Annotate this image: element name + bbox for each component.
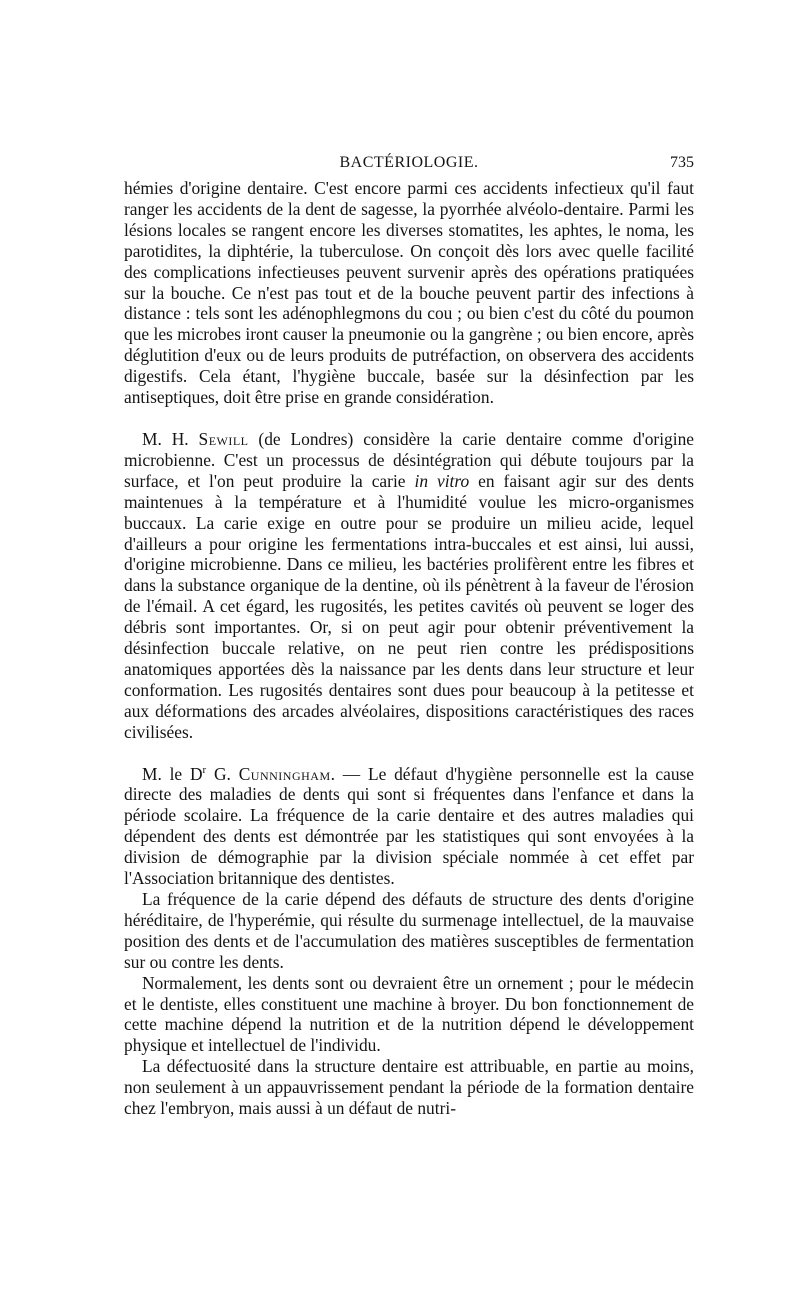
paragraph-text: (de Londres) considère la carie dentaire comme d'origine microbienne. C'est un processus de désintégration qui débute toujours par la surface, et l'on peut produire la carie (124, 428, 694, 491)
italic-term: in vitro (414, 470, 470, 491)
paragraph-text: en faisant agir sur des dents maintenues à la température et à l'humidité voulue les micro-organismes buccaux. La carie exige en outre pour se produire un milieu acide, lequel d'ailleurs a pour origine les fermentations intra-buccales et est ainsi, lui aussi, d'origine microbienne. Dans ce milieu, les bactéries prolifèrent entre les fibres et dans la substance organique de la dentine, où ils pénètrent à la faveur de l'érosion de l'émail. A cet égard, les rugosités, les petites cavités où peuvent se loger des débris sont importantes. Or, si on peut agir pour obtenir préventivement la désinfection buccale relative, on ne peut rien contre les prédispositions anatomiques apportées dès la naissance par les dents dans leur structure et leur conformation. Les rugosités dentaires sont dues pour beaucoup à la petitesse et aux déformations des arcades alvéolaires, dispositions caractéristiques des races civilisées. (124, 470, 694, 742)
paragraph-4: La fréquence de la carie dépend des défauts de structure des dents d'origine héréditaire, de l'hyperémie, qui résulte du surmenage intellectuel, de la mauvaise position des dents et de l'accumulation des matières susceptibles de fermentation sur ou contre les dents. (124, 889, 694, 972)
paragraph-1: hémies d'origine dentaire. C'est encore parmi ces accidents infectieux qu'il faut ranger les accidents de la dent de sagesse, la pyorrhée alvéolo-dentaire. Parmi les lésions locales se rangent encore les diverses stomatites, les aphtes, le noma, les parotidites, la diphtérie, la tuberculose. On conçoit dès lors avec quelle facilité des complications infectieuses peuvent survenir après des opérations pratiquées sur la bouche. Ce n'est pas tout et de la bouche peuvent partir des infections à distance : tels sont les adénophlegmons du cou ; ou bien c'est du côté du poumon que les microbes iront causer la pneumonie ou la gangrène ; ou bien encore, après déglutition d'eux ou de leurs produits de putréfaction, on observera des accidents digestifs. Cela étant, l'hygiène buccale, basée sur la désinfection par les antiseptiques, doit être prise en grande considération. (124, 178, 694, 408)
paragraph-sewill (124, 429, 694, 743)
page-number: 735 (670, 154, 694, 171)
speaker-name: Sewill (198, 428, 249, 449)
running-head (124, 150, 694, 176)
paragraph-text: . — Le défaut d'hygiène personnelle est la cause directe des maladies de dents qui sont si fréquentes dans l'enfance et dans la période scolaire. La fréquence de la carie dentaire et des autres maladies qui dépendent des dents est démontrée par les statistiques qui sont envoyées à la division de démographie par la division spéciale nommée à cet effet par l'Association britannique des dentistes. (124, 763, 695, 889)
running-title: BACTÉRIOLOGIE. (339, 154, 479, 171)
book-page (124, 150, 694, 1119)
superscript: r (202, 763, 207, 776)
speaker-initial: G. (206, 763, 239, 784)
paragraph-6: La défectuosité dans la structure dentaire est attribuable, en partie au moins, non seulement à un appauvrissement pendant la période de la formation dentaire chez l'embryon, mais aussi à un défaut de nutri- (124, 1056, 694, 1119)
speaker-prefix: M. H. (142, 428, 199, 449)
speaker-prefix: M. le D (142, 763, 203, 784)
paragraph-5: Normalement, les dents sont ou devraient être un ornement ; pour le médecin et le dentiste, elles constituent une machine à broyer. Du bon fonctionnement de cette machine dépend la nutrition et de la nutrition dépend le développement physique et intellectuel de l'individu. (124, 972, 694, 1056)
speaker-name: Cunningham (238, 763, 331, 784)
paragraph-cunningham (124, 764, 694, 889)
paragraph-spacer (124, 408, 694, 429)
paragraph-spacer (124, 743, 694, 764)
